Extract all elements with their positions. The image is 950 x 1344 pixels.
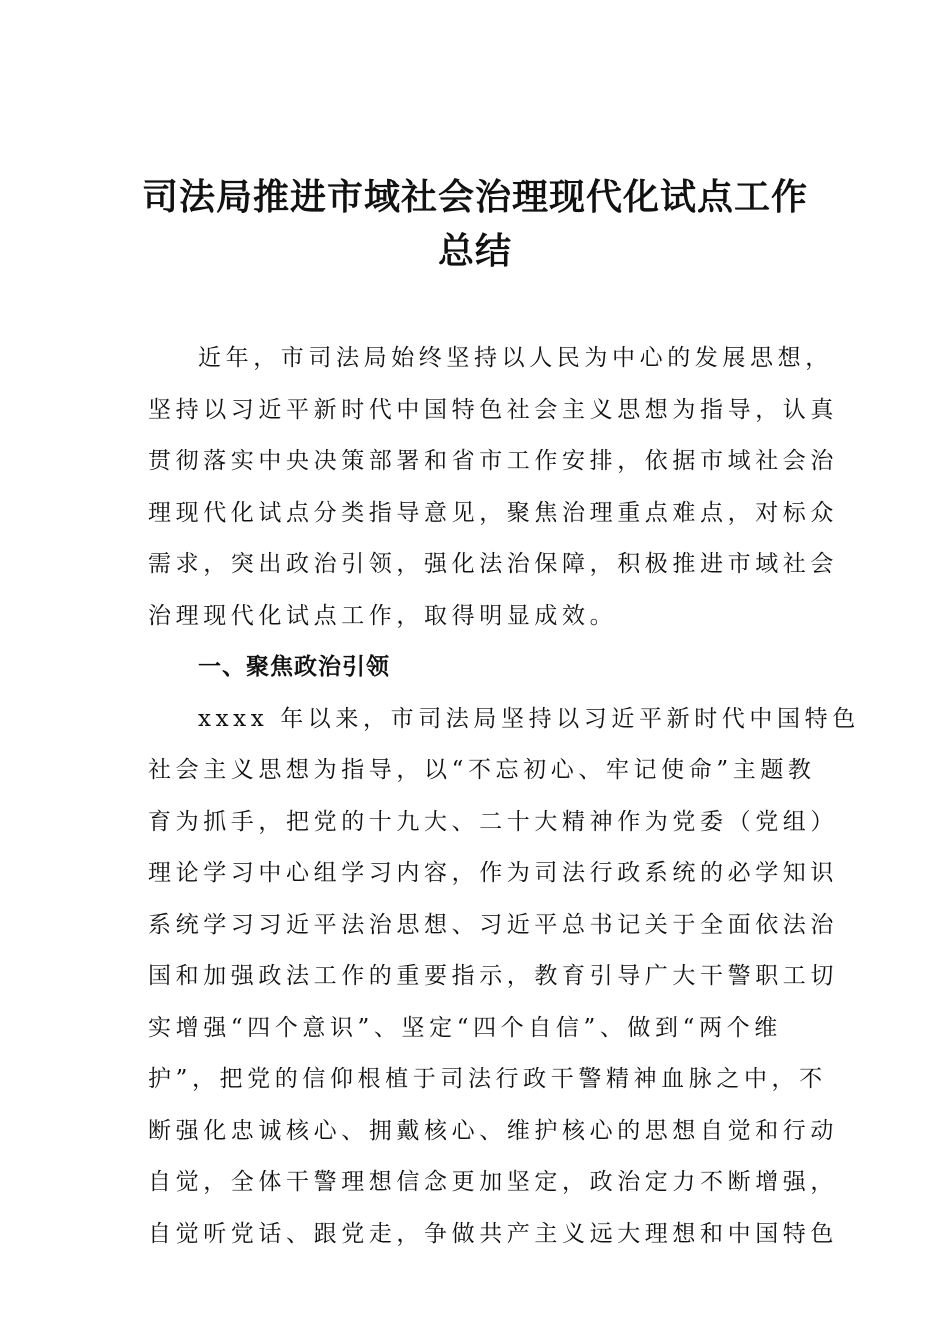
intro-line-4: 理现代化试点分类指导意见，聚焦治理重点难点，对标众 — [148, 499, 838, 526]
intro-line-2: 坚持以习近平新时代中国特色社会主义思想为指导，认真 — [148, 396, 838, 423]
intro-line-5: 需求，突出政治引领，强化法治保障，积极推进市域社会 — [148, 551, 838, 577]
section-1-line-6: 国和加强政法工作的重要指示，教育引导广大干警职工切 — [148, 963, 838, 989]
section-1-heading: 一、聚焦政治引领 — [198, 654, 390, 680]
intro-line-3: 贯彻落实中央决策部署和省市工作安排，依据市域社会治 — [148, 448, 838, 474]
section-1-line-1: xxxx 年以来，市司法局坚持以习近平新时代中国特色 — [198, 705, 860, 732]
section-1-line-9: 断强化忠诚核心、拥戴核心、维护核心的思想自觉和行动 — [148, 1117, 838, 1144]
section-1-line-3: 育为抓手，把党的十九大、二十大精神作为党委（党组） — [148, 808, 838, 835]
document-title — [130, 170, 820, 278]
section-1-line-2: 社会主义思想为指导，以“不忘初心、牢记使命”主题教 — [148, 757, 816, 783]
intro-line-6: 治理现代化试点工作，取得明显成效。 — [148, 602, 618, 629]
section-1-line-10: 自觉，全体干警理想信念更加坚定，政治定力不断增强， — [148, 1169, 838, 1195]
title-line-1: 司法局推进市域社会治理现代化试点工作 — [141, 176, 808, 218]
section-1-line-5: 系统学习习近平法治思想、习近平总书记关于全面依法治 — [148, 911, 838, 938]
title-line-2: 总结 — [437, 230, 512, 272]
section-1-line-8: 护”，把党的信仰根植于司法行政干警精神血脉之中，不 — [148, 1066, 827, 1092]
section-1-line-11: 自觉听党话、跟党走，争做共产主义远大理想和中国特色 — [148, 1220, 838, 1247]
document-body — [148, 333, 860, 1260]
section-1-line-7: 实增强“四个意识”、坚定“四个自信”、做到“两个维 — [148, 1014, 782, 1041]
intro-line-1: 近年，市司法局始终坚持以人民为中心的发展思想， — [198, 345, 833, 371]
section-1-line-4: 理论学习中心组学习内容，作为司法行政系统的必学知识 — [148, 860, 838, 886]
